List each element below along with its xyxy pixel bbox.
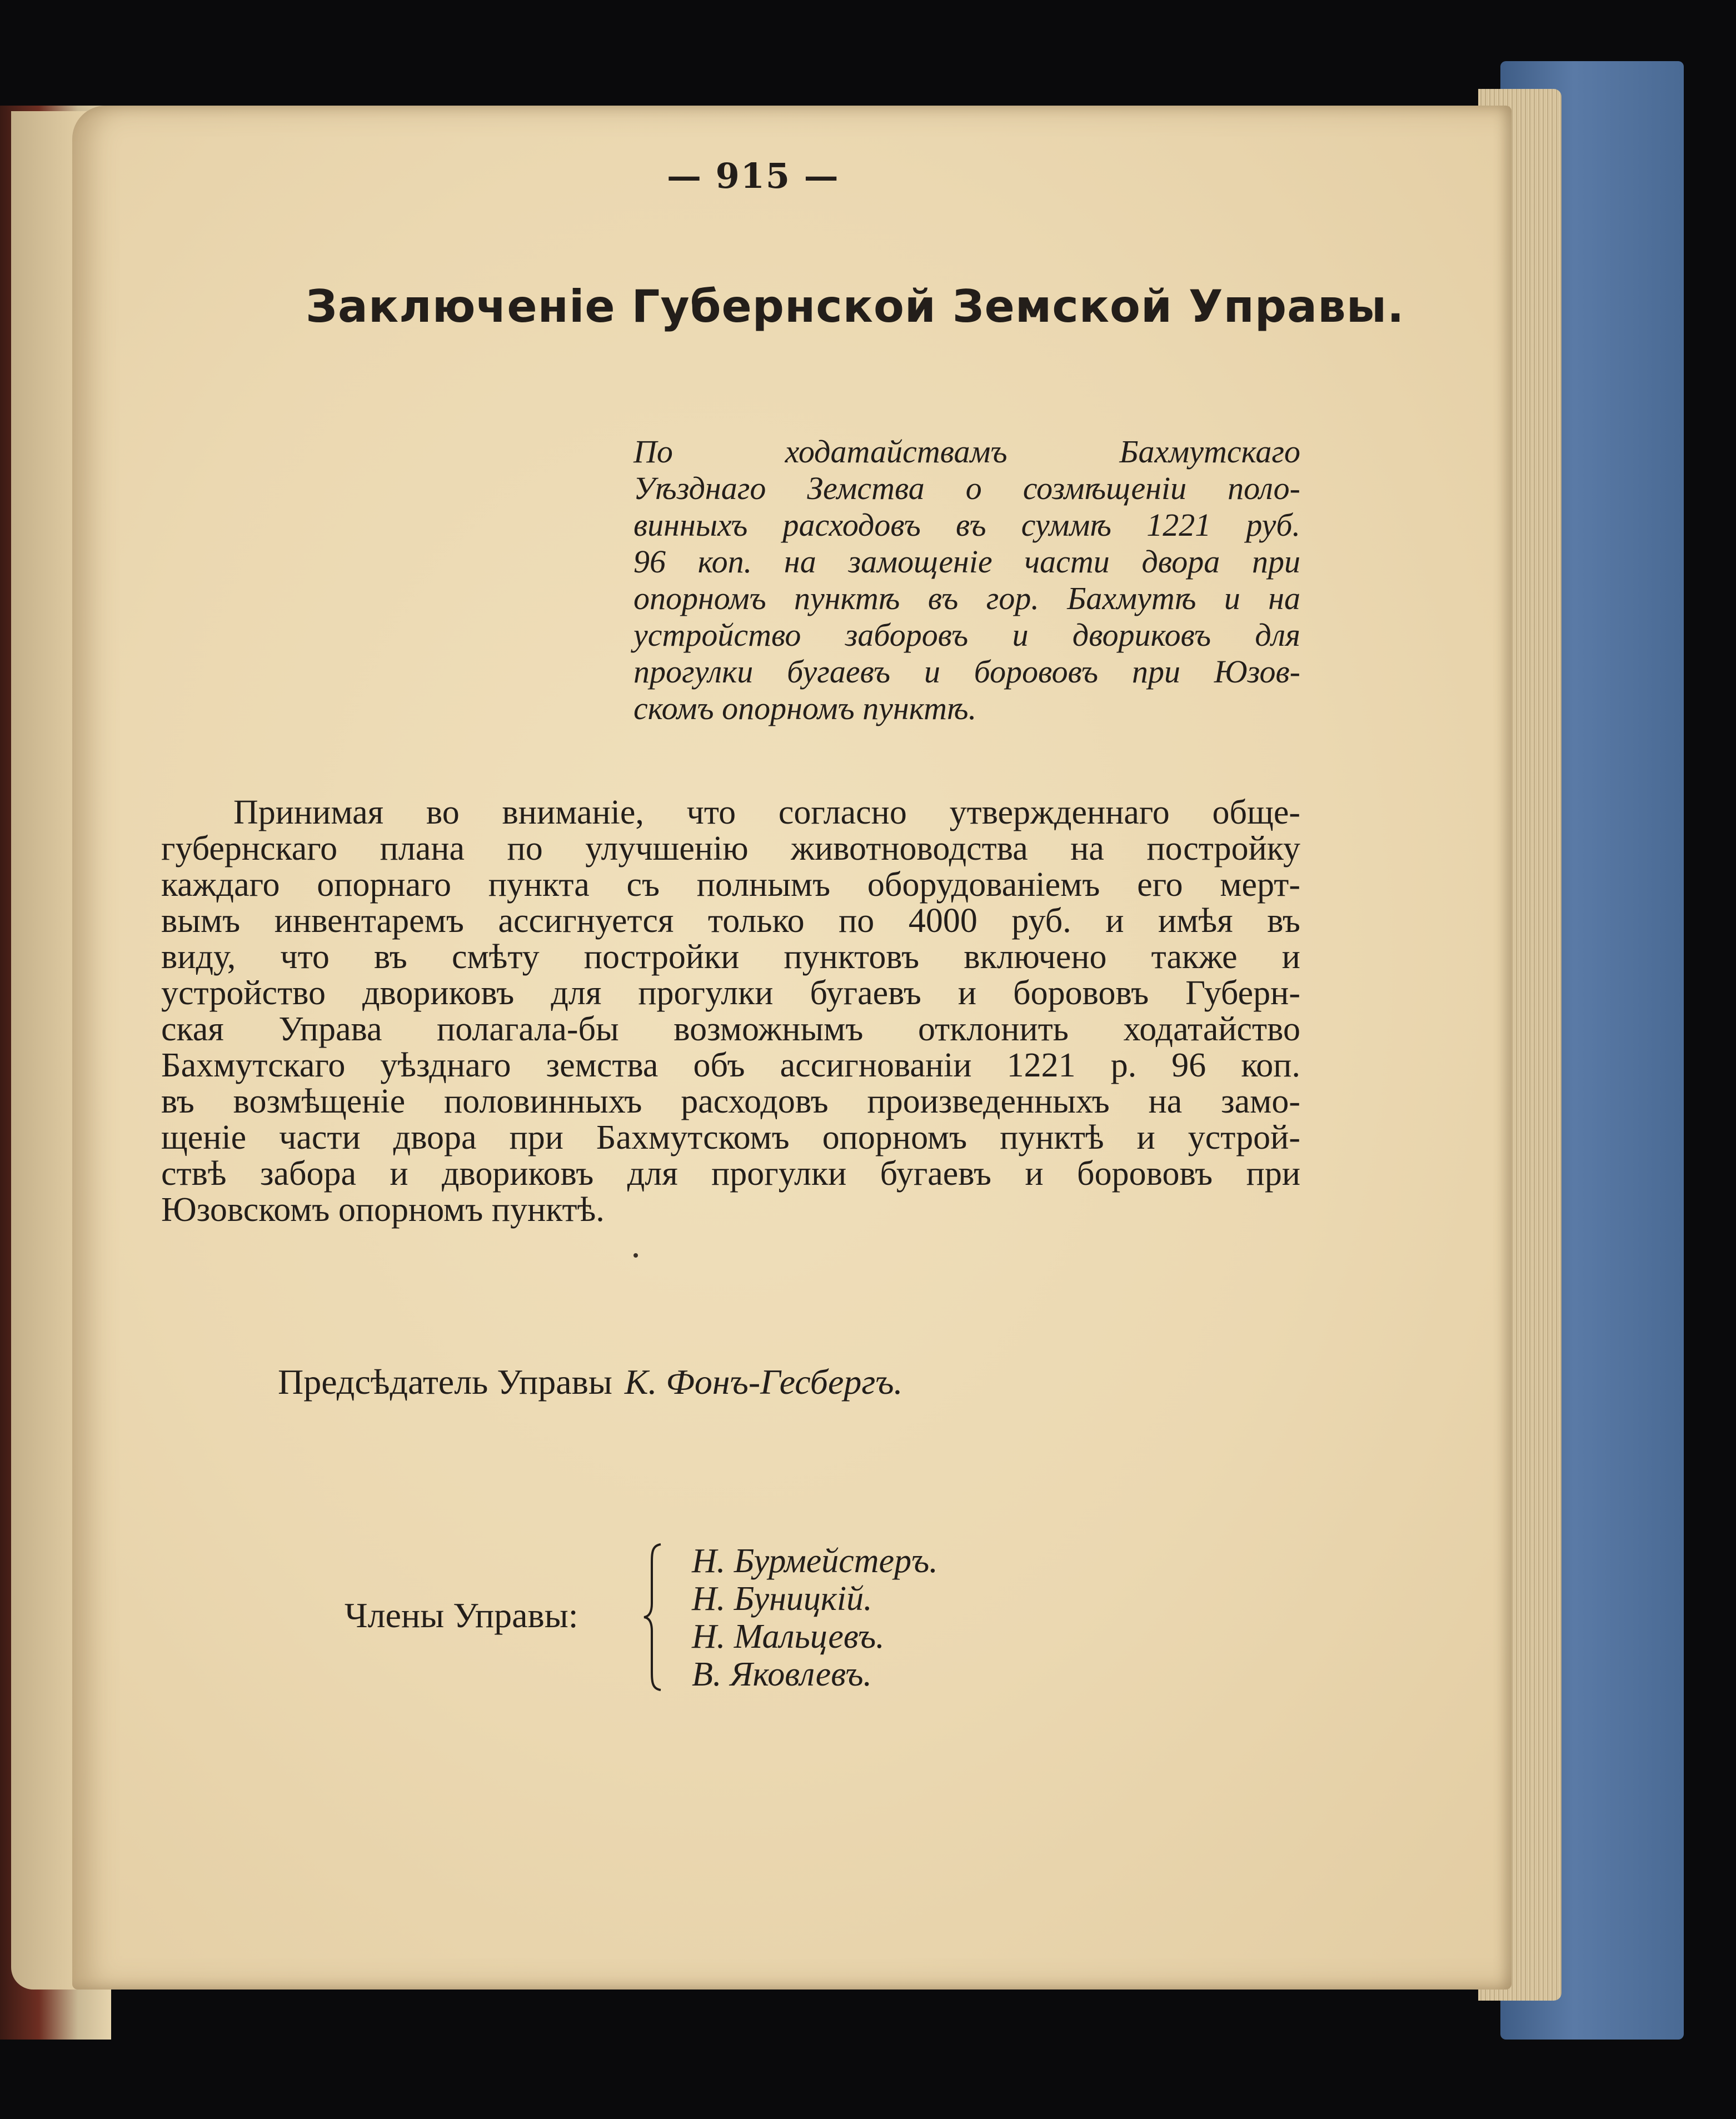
summary-line: 96 коп. на замощеніе части двора при — [633, 544, 1300, 580]
paragraph-line: виду, что въ смѣту постройки пунктовъ включено также и — [161, 938, 1300, 976]
paragraph-line: вымъ инвентаремъ ассигнуется только по 4000 руб. и имѣя въ — [161, 902, 1300, 940]
conclusion-paragraph — [161, 795, 1300, 1228]
curly-brace-icon — [642, 1542, 664, 1692]
ink-speck — [633, 1253, 638, 1258]
paragraph-line: ская Управа полагала-бы возможнымъ отклонить ходатайство — [161, 1010, 1300, 1048]
summary-line: По ходатайствамъ Бахмутскаго — [633, 433, 1300, 470]
paragraph-line: щеніе части двора при Бахмутскомъ опорномъ пунктѣ и устрой- — [161, 1119, 1300, 1156]
chairman-label: Предсѣдатель Управы — [278, 1362, 612, 1402]
petition-summary — [633, 433, 1300, 727]
summary-line: скомъ опорномъ пунктѣ. — [633, 690, 977, 726]
summary-line: устройство заборовъ и двориковъ для — [633, 617, 1300, 653]
paragraph-line: Юзовскомъ опорномъ пунктѣ. — [161, 1191, 605, 1229]
member-name: Н. Бурмейстеръ. — [692, 1542, 938, 1580]
paragraph-line: Бахмутскаго уѣзднаго земства объ ассигнованіи 1221 р. 96 коп. — [161, 1046, 1300, 1084]
chairman-signature — [278, 1362, 903, 1403]
summary-line: опорномъ пунктѣ въ гор. Бахмутѣ и на — [633, 580, 1300, 616]
member-name: В. Яковлевъ. — [692, 1656, 872, 1693]
members-list — [692, 1542, 938, 1693]
member-name: Н. Мальцевъ. — [692, 1618, 885, 1656]
paragraph-line: Принимая во вниманіе, что согласно утвержденнаго обще- — [233, 794, 1300, 831]
chairman-name: К. Фонъ-Гесбергъ. — [624, 1362, 903, 1402]
member-name: Н. Буницкій. — [692, 1580, 872, 1618]
paragraph-line: губернскаго плана по улучшенію животноводства на постройку — [161, 830, 1300, 867]
paragraph-line: въ возмѣщеніе половинныхъ расходовъ произведенныхъ на замо- — [161, 1083, 1300, 1120]
paragraph-line: устройство двориковъ для прогулки бугаевъ и борововъ Губерн- — [161, 974, 1300, 1012]
summary-line: Уѣзднаго Земства о созмѣщеніи поло- — [633, 470, 1300, 506]
paragraph-line: каждаго опорнаго пункта съ полнымъ оборудованіемъ его мерт- — [161, 866, 1300, 904]
paragraph-line: ствѣ забора и двориковъ для прогулки бугаевъ и борововъ при — [161, 1155, 1300, 1193]
members-label: Члены Управы: — [345, 1596, 578, 1635]
summary-line: винныхъ расходовъ въ суммѣ 1221 руб. — [633, 507, 1300, 543]
page-number: — 915 — — [667, 156, 840, 196]
page-title: Заключеніе Губернской Земской Управы. — [306, 281, 1405, 332]
summary-line: прогулки бугаевъ и борововъ при Юзов- — [633, 654, 1300, 690]
